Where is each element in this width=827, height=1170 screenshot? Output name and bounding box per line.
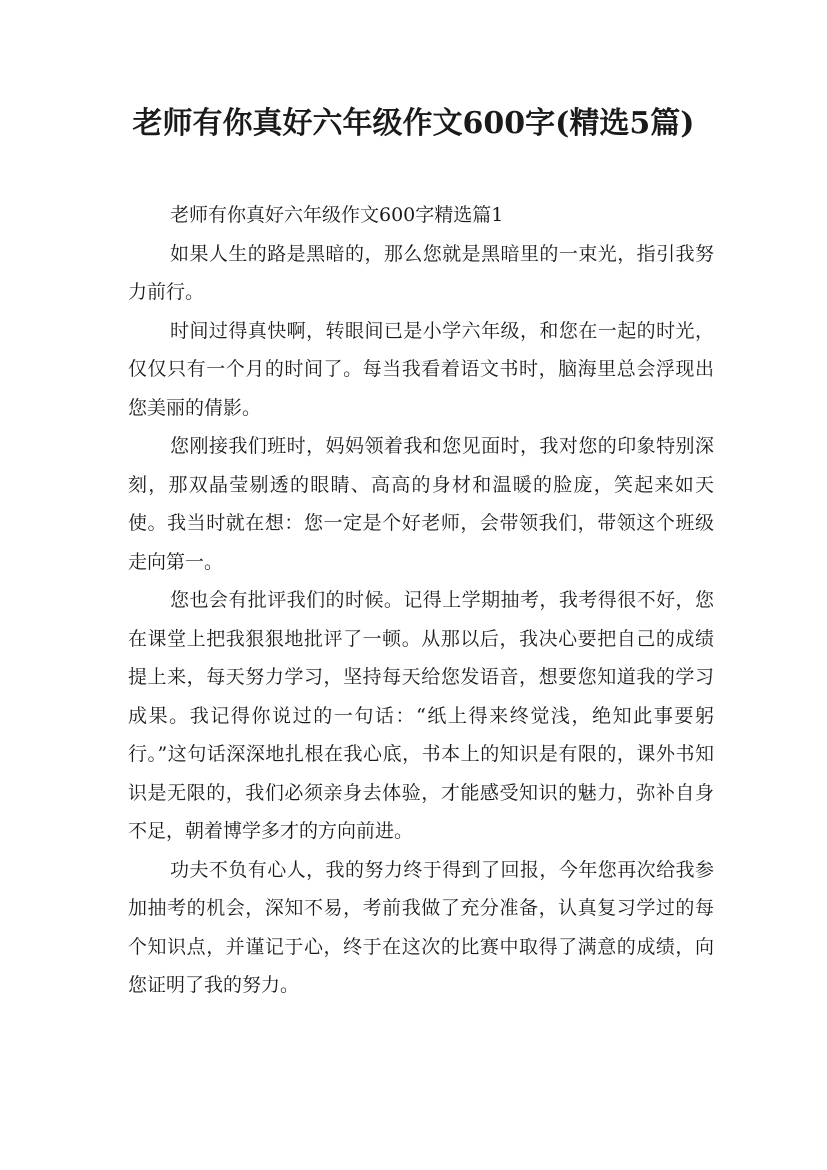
paragraph-3: 您刚接我们班时，妈妈领着我和您见面时，我对您的印象特别深刻，那双晶莹剔透的眼睛、高高的身材和温暖的脸庞，笑起来如天使。我当时就在想：您一定是个好老师，会带领我们，带领这个班级走向第一。 xyxy=(128,435,714,573)
document-title: 老师有你真好六年级作文600字(精选5篇) xyxy=(132,106,695,141)
paragraph-1: 如果人生的路是黑暗的，那么您就是黑暗里的一束光，指引我努力前行。 xyxy=(128,242,714,303)
paragraph-4: 您也会有批评我们的时候。记得上学期抽考，我考得很不好，您在课堂上把我狠狠地批评了一顿。从那以后，我决心要把自己的成绩提上来，每天努力学习，坚持每天给您发语音，想要您知道我的学习成果。我记得你说过的一句话：“纸上得来终觉浅，绝知此事要躬行。”这句话深深地扎根在我心底，书本上的知识是有限的，课外书知识是无限的，我们必须亲身去体验，才能感受知识的魅力，弥补自身不足，朝着博学多才的方向前进。 xyxy=(128,589,714,842)
paragraph-2: 时间过得真快啊，转眼间已是小学六年级，和您在一起的时光，仅仅只有一个月的时间了。每当我看着语文书时，脑海里总会浮现出您美丽的倩影。 xyxy=(128,319,714,419)
paragraph-5: 功夫不负有心人，我的努力终于得到了回报，今年您再次给我参加抽考的机会，深知不易，考前我做了充分准备，认真复习学过的每个知识点，并谨记于心，终于在这次的比赛中取得了满意的成绩，向您证明了我的努力。 xyxy=(128,858,714,996)
document-body xyxy=(128,196,714,1005)
section-heading: 老师有你真好六年级作文600字精选篇1 xyxy=(170,204,504,226)
